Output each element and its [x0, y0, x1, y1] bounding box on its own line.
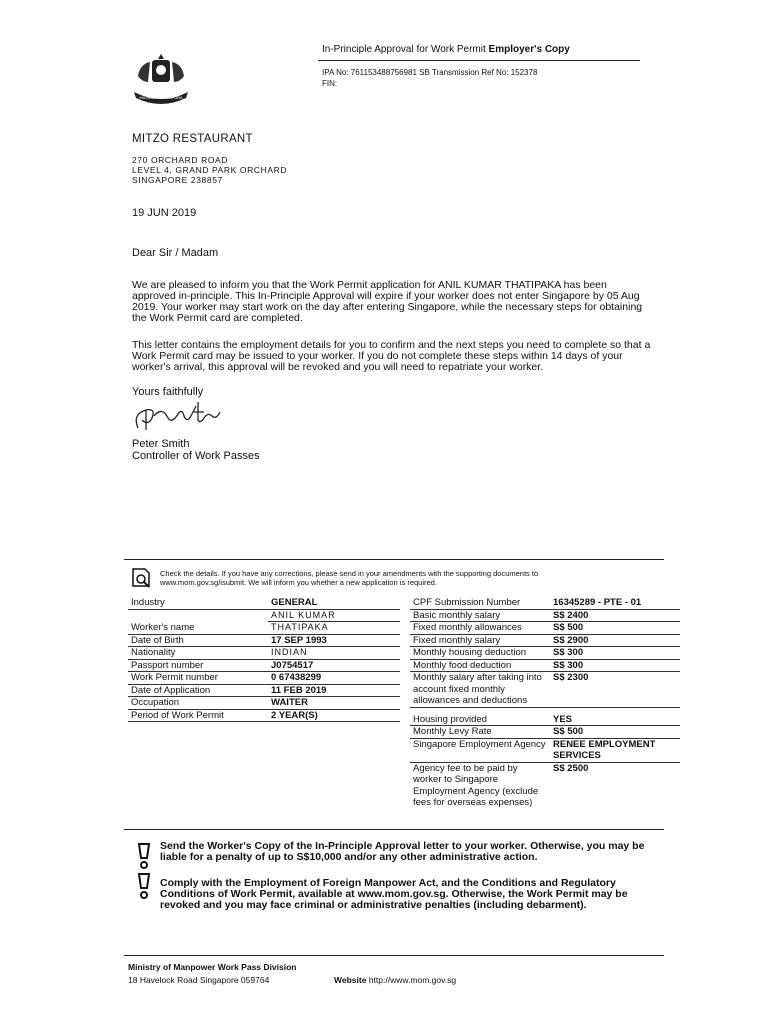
table-row: Monthly salary after taking into account fixed monthly allowances and deductions S$ 2300 [410, 672, 680, 708]
document-title: In-Principle Approval for Work Permit Employer's Copy [322, 44, 570, 55]
table-row: Work Permit number 0 67438299 [128, 672, 400, 685]
warning-icon [136, 842, 152, 870]
table-row: Monthly Levy Rate S$ 500 [410, 726, 680, 739]
signer-name: Peter Smith [132, 438, 190, 450]
compliance-warning: Comply with the Employment of Foreign Manpower Act, and the Conditions and Regulatory Conditions of Work Permit, available at www.mom.gov.sg. Otherwise, the Work Permit may be revoked and you may face criminal or administrative penalties (including debarment). [160, 877, 628, 911]
warning-icon [136, 872, 152, 900]
table-row: Fixed monthly salary S$ 2900 [410, 634, 680, 647]
table-row: ANIL KUMAR [128, 609, 400, 622]
table-row: Date of Birth 17 SEP 1993 [128, 634, 400, 647]
footer-website: Website http://www.mom.gov.sg [334, 975, 457, 985]
details-divider [124, 559, 664, 560]
letter-date: 19 JUN 2019 [132, 207, 197, 219]
table-row: Basic monthly salary S$ 2400 [410, 609, 680, 622]
document-meta: IPA No: 761153488756981 SB Transmission Ref No: 152378 FIN: [322, 68, 538, 88]
table-row: Nationality INDIAN [128, 647, 400, 660]
signatory [132, 438, 260, 462]
signer-title: Controller of Work Passes [132, 450, 260, 462]
employer-name: MITZO RESTAURANT [132, 133, 253, 145]
table-row: Housing provided YES [410, 714, 680, 726]
table-row: Industry GENERAL [128, 597, 400, 609]
worker-copy-warning: Send the Worker's Copy of the In-Principle Approval letter to your worker. Otherwise, you may be liable for a penalty of up to S$10,000 and/or any other administrative action. [160, 840, 645, 863]
table-row: CPF Submission Number 16345289 - PTE - 01 [410, 597, 680, 609]
approval-paragraph: We are pleased to inform you that the Work Permit application for ANIL KUMAR THATIPAKA has been approved in-principle. This In-Principle Approval will expire if your worker does not enter Singapore by 05 Aug 2019. Your worker may start work on the day after entering Singapore, while the necessary steps for obtaining the Work Permit card are completed. [132, 279, 643, 324]
svg-text:MAJULAH SINGAPURA: MAJULAH SINGAPURA [139, 95, 183, 100]
closing: Yours faithfully [132, 386, 204, 398]
footer-divider [124, 955, 664, 956]
check-details-note: Check the details. If you have any corrections, please send in your amendments with the supporting documents to www.mom.gov.sg/isubmit. We will inform you whether a new application is required. [160, 569, 539, 587]
salutation: Dear Sir / Madam [132, 247, 219, 259]
next-steps-paragraph: This letter contains the employment details for you to confirm and the next steps you need to complete so that a Work Permit card may be issued to your worker. If you do not complete these steps within 14 days of your worker's arrival, this approval will be revoked and you will need to repatriate your worker. [132, 339, 651, 373]
table-row: Period of Work Permit 2 YEAR(S) [128, 709, 400, 722]
table-row: Agency fee to be paid by worker to Singapore Employment Agency (exclude fees for overseas expenses) S$ 2500 [413, 762, 589, 808]
table-row: Date of Application 11 FEB 2019 [128, 684, 400, 697]
employer-address: 270 ORCHARD ROAD LEVEL 4, GRAND PARK ORCHARD SINGAPORE 238857 [132, 155, 288, 185]
footer-organization: Ministry of Manpower Work Pass Division [128, 962, 297, 972]
table-row: Passport number J0754517 [128, 659, 400, 672]
salary-details-table [410, 597, 680, 809]
table-row: Monthly housing deduction S$ 300 [410, 647, 680, 660]
header-divider [318, 60, 640, 61]
table-row: Singapore Employment Agency RENEE EMPLOYMENT SERVICES [410, 738, 680, 762]
table-row: Occupation WAITER [128, 697, 400, 710]
warnings-divider [124, 829, 664, 830]
table-row: Worker's name THATIPAKA [128, 622, 400, 635]
table-row: Fixed monthly allowances S$ 500 [410, 622, 680, 635]
website-link[interactable]: http://www.mom.gov.sg [368, 975, 457, 985]
worker-details-table [128, 597, 400, 722]
coat-of-arms-icon [128, 52, 194, 108]
signature-icon [132, 398, 262, 434]
table-row: Monthly food deduction S$ 300 [410, 659, 680, 672]
footer-address: 18 Havelock Road Singapore 059764 [128, 975, 270, 985]
document-search-icon [131, 566, 153, 588]
